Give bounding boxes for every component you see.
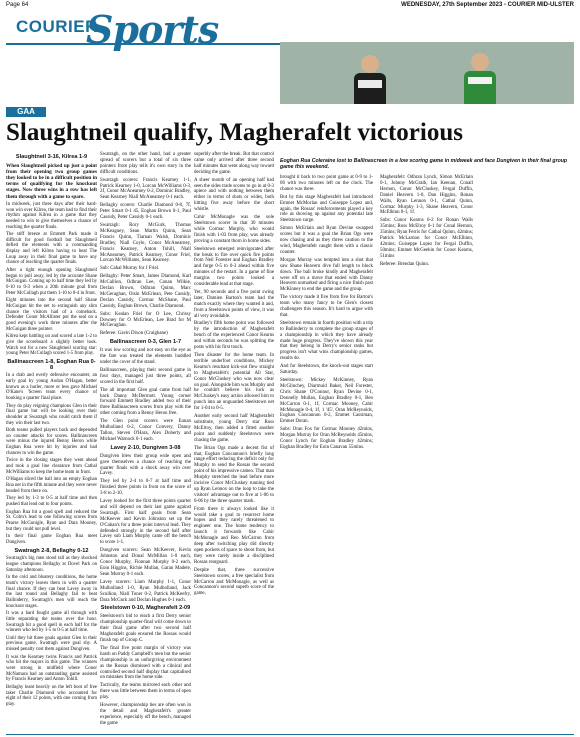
subheading: Ballinascreen 0-3, Glen 1-7 bbox=[109, 339, 182, 346]
paragraph: Swatragh, on the other hand, had a greater spread of scorers but a total of six three pointers from play tells it's own story in the difficult conditions. bbox=[100, 152, 191, 175]
paragraph: Yet, 90 seconds and a five point swing later, Damien Barton's team had the match exactly where they wanted it and, from a Steelstown points of view, it was all very avoidable. bbox=[194, 289, 274, 319]
paragraph: Swatragh: Rory McGurk, Thomas McKeaguey, Sean Martin Quinn, Sean Francis Quinn, Tiarnan Walsh, Dominic Bradley, Niall Coyle, Conor McAnearney, Francis Kearney, Anton Tohill, Niall McAnearney, Patrick Kearney, Conor Friel, Lorcan McWilliams, Sean Kearney. bbox=[100, 222, 191, 264]
subheading: Lavey 2-10, Dungiven 3-08 bbox=[110, 444, 181, 451]
paragraph: The victory made it five from five for Barton's team who many fancy to be Glen's closest challengers this season. It's hard to argue with that. bbox=[280, 295, 373, 318]
paragraph: Until they hit three goals against Glen in their previous game, Swatragh were goal shy. A missed penalty cost them against Dungiven. bbox=[6, 635, 97, 653]
paragraph: From there it always looked like it would take a goal to resurrect home hopes and they rarely threatened to engineer one. The home tendency to launch it forwards like Cahir McMonagle and Reo McCarron from deep after switching play did directly open pockets of space to shoot from, but they were rarely inside a disciplined Rossas rearguard. bbox=[194, 506, 274, 565]
paragraph: Referee: Gavin Dixon (Craigbane) bbox=[100, 331, 168, 337]
photo-caption: Eoghan Rua Coleraine lost to Ballinascreen in a low scoring game in midweek and face Dungiven in their final group game this weekend. bbox=[280, 158, 568, 171]
paragraph: It was a hard fought game all through with little separating the teams over the hour. Swatragh hit a good spell in each half for the winners who led by 1-5 to 0-5 at half time. bbox=[6, 611, 97, 634]
paragraph: Eoghan Rua hit a good spell and reduced the St. Colm's lead to one following scores from Pearse McGonigle, Ryan and Dara Mooney, but they could not pull level. bbox=[6, 509, 97, 532]
paragraph: A sheer month of an opening half had seen the sides trade scores to go in at 0-3 apiece and with nothing between them either in terms of shots or wides, both hitting five away before the short whistle. bbox=[194, 177, 274, 213]
paragraph: Swatragh scorers: Francis Kearney 1-1, Patrick Kearney 1-0, Lorcan McWilliams 0-3, 2f, Conor McAnearney 0-2, Dominic Bradley, Sean Kearney Niall McAnearney 0-1 each. bbox=[100, 177, 191, 201]
paragraph: Despite that, three successive Steelstown scores, a free specialist from McCarron and McMonagle, as well as Concannon's second superb score of the game, bbox=[194, 567, 274, 597]
paragraph: And for Steelstown, the knock-out stages start Saturday. bbox=[280, 364, 373, 376]
paragraph: But by this stage Magherafelt had introduced Emmet McMorlan and Guiseppe Lopez and, again, the Rossas' reinforcements played a key role as showing up against any potential late Steelstown surge. bbox=[280, 194, 373, 224]
paragraph: Morgan Murray was tempted into a shot that saw Shane Heavern dive full length to block down. The ball broke kindly and Magherafelt were off on a move that ended with Danny Heavern unmarked and firing a nice finish past McKinney to end the game and the group. bbox=[280, 257, 373, 293]
paragraph: Bellaghy: Peter Smart, James Diamond, Karl McCallion, Odhran Lee, Conan Wilkie, Declan Brown, Odhran Quinn, Marc McGeraghan, Oisin McErlean, Pete Cassidy, Declan Cassidy, Cormac McShane, Paul Cassidy, Eoghan Brown, Charlie Diamond. bbox=[100, 274, 191, 309]
paragraph: The Brian Ogs made a decent fist of that, Eoghan Concannon's briefly long range effort reducing the deficit only for Murphy to send the Rossas the second point of his impressive cameo. That man Murphy stretched the lead before more incisive Conor McCluskey running tied up Ryan Lennox on the loop to take the visitors' advantage out to five at 1-06 to 0-06 by the three quarter mark. bbox=[194, 445, 274, 504]
subheading: Steelstown 0-10, Magherafelt 2-09 bbox=[100, 605, 191, 612]
subheading: Swatragh 2-8, Bellaghy 0-12 bbox=[14, 547, 89, 554]
paragraph: In their final game Eoghan Rua meet Dungiven. bbox=[6, 534, 97, 545]
paragraph: Dungiven blew their group wide open and gave themselves a chance of reaching the quarter finals with a shock away win over Lavey. bbox=[100, 453, 191, 477]
paragraph: Tactically, the teams mirrored each other and there was little between them in terms of open play. bbox=[100, 683, 191, 701]
paragraph: Dungiven scorers: Sean McKeever, Kevin Johnston and Donal McMillan 1-0 each, Conor Murphy, Fionnan Murphy 0-2 each, Eoin Higgins, Richie Mullan, Garan Madele, Sean Murray 0-1 each. bbox=[100, 548, 191, 577]
paragraph: They do play reigning champions Glen in their final game but will be looking over their shoulder at Swatragh who could catch them if they win their last two. bbox=[6, 403, 97, 426]
paragraph: Steelstown emerged reinvigorated after the break to fire over quick fire points from Neil Forester and Eoghan Bradley and forge 0-5 to 0-3 ahead within five minutes of the restart. In a game of fine margins two points looked a considerable lead at that stage. bbox=[194, 246, 274, 288]
paragraph: Bellaghy leant heavily on the left boot of free taker Charlie Diamond who accounted for eight of their 12 points, with one coming from play. bbox=[6, 685, 97, 708]
paragraph: brought it back to two point game at 0-9 to 1-06 with two minutes left on the clock. The chance was there. bbox=[280, 175, 373, 192]
paragraph: In midweek, just three days after their hard-won win over Kilrea, the team had to find their rhythm against Kilrea in a game that they needed to win to give themselves a chance of reaching the quarter finals. bbox=[6, 201, 97, 230]
paragraph: Bradley's fifth home point was followed by the introduction of Magherafelt bench of the experienced Conor Kearns and within seconds he was splitting the posts with his first touch. bbox=[194, 321, 274, 351]
paragraph: The Glen point scorers were Eunan Mulholland 0-2, Conor Convery, Danny Tallon, Steven O'Hara, Alex Doherty and Michael Warnock 0-1 each. bbox=[100, 419, 191, 442]
masthead-sports: Sports bbox=[86, 7, 219, 52]
paragraph: O'Hagan sliced the ball into an empty Eoghan Rua net in the fifth minute and they were never headed from there on. bbox=[6, 477, 97, 494]
paragraph: Then disaster for the home team. In terrible underfoot conditions, Mickey Kearns's resultant kick-out flew straight to Magherafelt's potential All Star, Conor McCluskey who was now clear on goal. Alongside him was Murphy and he couldn't believe his luck as McCluskey's easy action allowed him to punch into an unguarded Steelstown net for 1-04 to 0-5. bbox=[194, 353, 274, 412]
paragraph: Referee: Brendan Quinn. bbox=[380, 261, 430, 267]
page-bottom-rule bbox=[6, 734, 574, 735]
article-column-4 bbox=[280, 175, 373, 453]
masthead bbox=[6, 7, 574, 52]
headline: Slaughtneil qualify, Magherafelt victorious bbox=[6, 119, 463, 146]
paragraph: The stiff breeze at Emmett Park made it difficult for good football but Slaughtneil defied the elements with a commanding display and left Kilrea having to beat The Loup away in their final game to have any chance of reaching the quarter finals. bbox=[6, 232, 97, 266]
paragraph: The final five point margin of victory was harsh on Paddy Campbell's men but the senior championship is an unforgiving environment as the Rossas dismissed with a clinical and controlled second half display that capitalised on mistakes from the home side. bbox=[100, 645, 191, 681]
paragraph: Another early second half Magherafelt substitute, young Derry star Ross McElroy, then added a fitted another point and suddenly Steelstown were chasing the game. bbox=[194, 414, 274, 443]
match-photo bbox=[280, 42, 574, 104]
paragraph: Bellaghy scorers: Charlie Diamond 0-8, 7f, Peter Smart 0-1 45, Eoghan Brown 0-1, Paul Cassidy, Peter Cassidy 0-1 each. bbox=[100, 203, 191, 221]
paragraph: Steelstown's bid to reach a first Derry senior championship quarter-final will come down to their final game after two second half Magherafelt goals ensured the Rossas would finish top of Group C. bbox=[100, 614, 191, 643]
paragraph: Magherafelt: Odhran Lynch, Simon McErlain 0-1, Johnny McGrath, Ian Keenan, Conall Hernon, Conor McCluskey, Fergal Duffin, Daniel Heavern 1-0, Dan Higgins, Ronan Walls, Ryan Lennon 0-1, Cathal Quinn, Cormac Murphy 1-3, Shane Heavern, Conor McElhinn 0-1, 1f. bbox=[380, 175, 473, 216]
paragraph: The all important Glen goal came from half back Danny McDermott. Young corner forward Emmett Bradley added two of their three Ballinascreen scores from play with the other coming from a Benny Heron free. bbox=[100, 387, 191, 417]
paragraph: Ballinascreen, playing their second game in four days, managed just three points, all scored in the first half. bbox=[100, 367, 191, 385]
article-column-3 bbox=[194, 152, 274, 599]
article-column-5 bbox=[380, 175, 473, 270]
page-number: Page 64 bbox=[6, 2, 29, 8]
paragraph: It was low scoring and not easy on the eye as the fare was treated the elements huddled under the cover of the stand. bbox=[100, 348, 191, 365]
paragraph: Swatragh's big men stood tall as they shocked league champions Bellaghy at Dovel Park on Saturday afternoon. bbox=[6, 556, 97, 573]
paragraph: Subs: Kealan Friel for O Lee, Chrissy Downey for O McErlean, Lee Brad for M McGeraghan. bbox=[100, 311, 191, 329]
paragraph: It was the Kearney twins Francis and Patrick who hit the majors in this game. The winners were strong in midfield where Conor McNamara had an outstanding game assisted by Francis Kearney and Anton Tohill. bbox=[6, 654, 97, 683]
paragraph: They led by 2-4 to 0-7 at half time and finished three points in front on the score of 3-8 to 2-10. bbox=[100, 479, 191, 497]
paragraph: Subs: Conor Kearns 0-2 for Ronan Walls 35mins; Ross McElroy 0-1 for Conal Hernon, 35mins; Ryan Ferris for Cathal Quinn, 42mins; Patrick McLarnon for Conor McElhinn, 42mins; Guiseppe Lopez for Fergal Duffin, 50mins; Emmet McGeehin for Conor Kearns, 51mins bbox=[380, 218, 473, 259]
issue-date: WEDNESDAY, 27th September 2023 - COURIER MID-ULSTER bbox=[401, 2, 574, 8]
paragraph: superbly after the break. But that control came only arrived after three second half minutes that went along way toward deciding the game. bbox=[194, 152, 274, 175]
lead-paragraph: When Slaughtneil picked up just a point from their opening two group games they looked to be in a difficult position in terms of qualifying for the knockout stages. Now three wins in a row has left them through with a game to spare. bbox=[6, 162, 97, 200]
football-match-photo-icon bbox=[280, 42, 574, 104]
paragraph: Lavey looked for the first three points quarter and will depend on their last game against Swatragh. First half goals from Sean McKeever and Kevin Johnston set up the O'Cahan's for a three point interval lead. They defended strongly in the second half after Lavey sub Liam Murphy came off the bench to score 1-1. bbox=[100, 499, 191, 546]
paragraph: Twice in the closing stages they went ahead and took a goal line clearance from Cathal McWilliams to keep the home team in front. bbox=[6, 458, 97, 475]
article-column-2 bbox=[100, 152, 191, 729]
paragraph: Eight minutes into the second half Shane McGuigan hit the net to extinguish any slim chance the visitors had of a comeback. Defender Conor McAllister put the seal on a good evening's work three minutes after the McGuigan three pointer. bbox=[6, 298, 97, 332]
paragraph: Cahir McMonagle was the sole Steelstown scorer in that 30 minutes while Cormac Murphy, who would finish with 1-03 from play, was already proving a constant thorn in home sides. bbox=[194, 215, 274, 244]
masthead-courier: COURIER bbox=[16, 17, 98, 36]
paragraph: Both teams pulled players back and depended on counter attacks for scores. Ballinascreen were minus the injured Benny Heron while Eoghan Rua were hit by injuries and had chances to win the game. bbox=[6, 428, 97, 456]
paragraph: Simon McErlain and Ryan Devine swapped scores but it was a goal the Brian Ogs were now chasing and as they threw caution to the wind, Magherafelt caught them with a classic counter. bbox=[280, 226, 373, 255]
paragraph: However, championship ties are often won in the detail and Magherafelt's greater experience, especially off the bench, managed the game bbox=[100, 703, 191, 726]
paragraph: Steelstown: Mickey McKinney, Ryan McGlinchey, Diarmuid Baker, Neil Forester, Chris Shane O'Connor, Ryan Devine 0-1, Donnelly Mullan, Eoghan Bradley 0-1, Ben McCarron 0-1, 1f, Cormac Mooney, Cahir McMonagle 0-4, 1f, 1 '45', Oran McReynolds, Eoghan Concannon 0-2, Emmet Cassiman, Emmet Doran. bbox=[280, 378, 373, 425]
subheading: Ballinascreen 1-8, Eoghan Rua 0-8 bbox=[7, 358, 96, 371]
paragraph: In a drab and overly defensive encounter, an early goal by young Aodan O'Hagan, better known as a hurler, more or less gave Michael O'Kane's 'Screen team every chance of booking a quarter final place. bbox=[6, 373, 97, 401]
paragraph: Sub: Cahal Murray for J Friel. bbox=[100, 266, 160, 272]
paragraph: Kilrea kept battling on and scored a late 1-2 to give the scoreboard a slightly better look. Watch out for a new Slaughtneil scoring star: young Peter McCullagh scored 1-5 from play. bbox=[6, 334, 97, 357]
paragraph: After a tight enough opening Slaughtneil began to pull away, led by the accurate Shane McGuigan. Coming up to half time they led by 0-10 to 0-3 when a 20th minute goal from Peter McCullagh put them 1-10 to 0-4 in front. bbox=[6, 268, 97, 296]
subheading: Slaughtneil 3-16, Kilrea 1-9 bbox=[15, 154, 88, 160]
article-column-1 bbox=[6, 152, 97, 710]
paragraph: Lavey scorers: Liam Murphy 1-1, Conor Mulholland 1-0, Ryan Mulholland, Jack Scullion, Niall Toner 0-2, Patrick McKeefry, Dara McGurk and Declan Hughes 0-1 each. bbox=[100, 579, 191, 603]
paragraph: Steelstown remain in fourth position with a trip to Ballinderry to complete the group stages of a championship in which they have already made huge progress. They've shown this year that they belong in Derry's senior ranks but progress isn't what wins championship games, results do. bbox=[280, 320, 373, 362]
paragraph: Subs: Oran Fox for Cormac Mooney 42mins, Morgan Murray for Oran McReynolds 45mins, Conor Lynch for Eoghan Bradley 42mins; Eoghan Bradley for Eoin Canavan 55mins. bbox=[280, 427, 373, 450]
section-tag: GAA bbox=[6, 107, 46, 117]
paragraph: They led by 1-3 to 0-5 at half time and then pushed that lead out to four points. bbox=[6, 496, 97, 508]
paragraph: In the cold and blustery conditions, the home team's victory leaves them in with a quarter final chance. If they can beat Lavey away in the last round and Bellaghy fail to beat Ballinderry, Swatragh's men will reach the knockout stages. bbox=[6, 575, 97, 609]
